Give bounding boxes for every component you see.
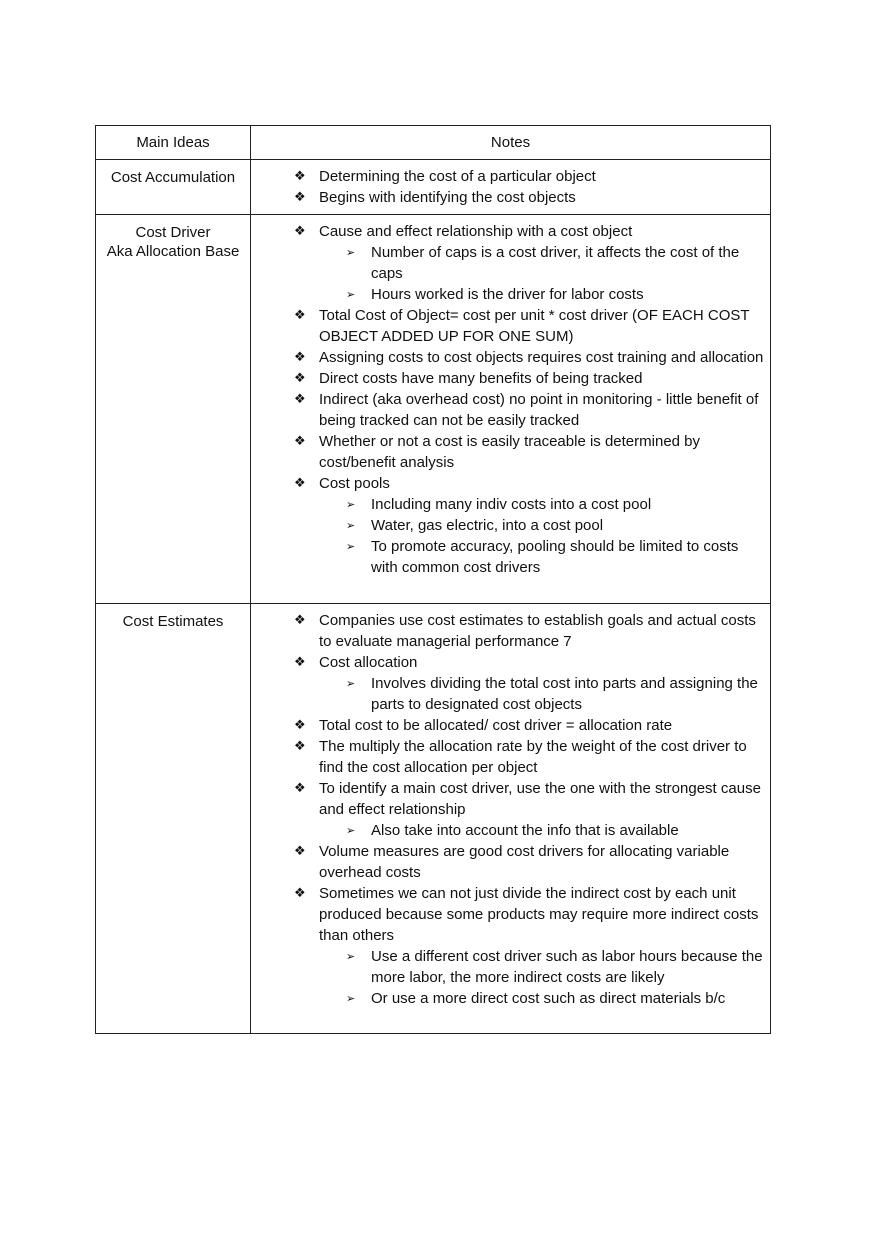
bullet-note: ❖ Cause and effect relationship with a cost object: [251, 221, 771, 242]
notes-cell: [251, 604, 771, 1034]
bullet-note: ❖ Direct costs have many benefits of being tracked: [251, 368, 771, 389]
main-idea-cell: [96, 160, 251, 215]
sub-bullet-note: ➢ To promote accuracy, pooling should be limited to costs with common cost drivers: [251, 536, 766, 578]
bullet-note: ❖ Whether or not a cost is easily traceable is determined by cost/benefit analysis: [251, 431, 771, 473]
table-row: [96, 160, 771, 215]
bullet-note: ❖ Assigning costs to cost objects requires cost training and allocation: [251, 347, 771, 368]
table-header-row: [96, 126, 771, 160]
bullet-note: ❖ Total Cost of Object= cost per unit * cost driver (OF EACH COST OBJECT ADDED UP FOR ONE SUM): [251, 305, 771, 347]
notes-list: [251, 221, 770, 578]
main-idea-label: Cost Accumulation: [110, 169, 236, 186]
bullet-note: ❖ Sometimes we can not just divide the indirect cost by each unit produced because some products may require more indirect costs than others: [251, 883, 771, 946]
notes-list: [251, 610, 770, 1009]
bullet-note: ❖ Total cost to be allocated/ cost driver = allocation rate: [251, 715, 771, 736]
bullet-note: ❖ The multiply the allocation rate by the weight of the cost driver to find the cost allocation per object: [251, 736, 771, 778]
notes-header: Notes: [251, 126, 771, 160]
notes-list: [251, 166, 770, 208]
bullet-note: ❖ Volume measures are good cost drivers for allocating variable overhead costs: [251, 841, 771, 883]
bullet-note: ❖ Begins with identifying the cost objects: [251, 187, 771, 208]
sub-bullet-note: ➢ Use a different cost driver such as labor hours because the more labor, the more indirect costs are likely: [251, 946, 766, 988]
bullet-note: ❖ Cost pools: [251, 473, 771, 494]
main-idea-label: Cost Estimates: [122, 613, 224, 630]
table-row: [96, 604, 771, 1034]
sub-bullet-note: ➢ Water, gas electric, into a cost pool: [251, 515, 766, 536]
main-idea-cell: [96, 215, 251, 604]
sub-bullet-note: ➢ Hours worked is the driver for labor costs: [251, 284, 766, 305]
sub-bullet-note: ➢ Including many indiv costs into a cost pool: [251, 494, 766, 515]
table-row: [96, 215, 771, 604]
main-idea-label: Cost Driver: [135, 224, 211, 241]
bullet-note: ❖ Companies use cost estimates to establish goals and actual costs to evaluate managerial performance 7: [251, 610, 771, 652]
sub-bullet-note: ➢ Number of caps is a cost driver, it affects the cost of the caps: [251, 242, 766, 284]
bullet-note: ❖ Indirect (aka overhead cost) no point in monitoring - little benefit of being tracked can not be easily tracked: [251, 389, 771, 431]
main-idea-cell: [96, 604, 251, 1034]
bullet-note: ❖ Cost allocation: [251, 652, 771, 673]
bullet-note: ❖ To identify a main cost driver, use the one with the strongest cause and effect relationship: [251, 778, 771, 820]
main-ideas-header: Main Ideas: [96, 126, 251, 160]
notes-cell: [251, 215, 771, 604]
sub-bullet-note: ➢ Or use a more direct cost such as direct materials b/c: [251, 988, 766, 1009]
sub-bullet-note: ➢ Also take into account the info that is available: [251, 820, 766, 841]
main-idea-label: Aka Allocation Base: [106, 243, 240, 260]
notes-table: [95, 125, 771, 1034]
notes-cell: [251, 160, 771, 215]
bullet-note: ❖ Determining the cost of a particular object: [251, 166, 771, 187]
sub-bullet-note: ➢ Involves dividing the total cost into parts and assigning the parts to designated cost objects: [251, 673, 766, 715]
